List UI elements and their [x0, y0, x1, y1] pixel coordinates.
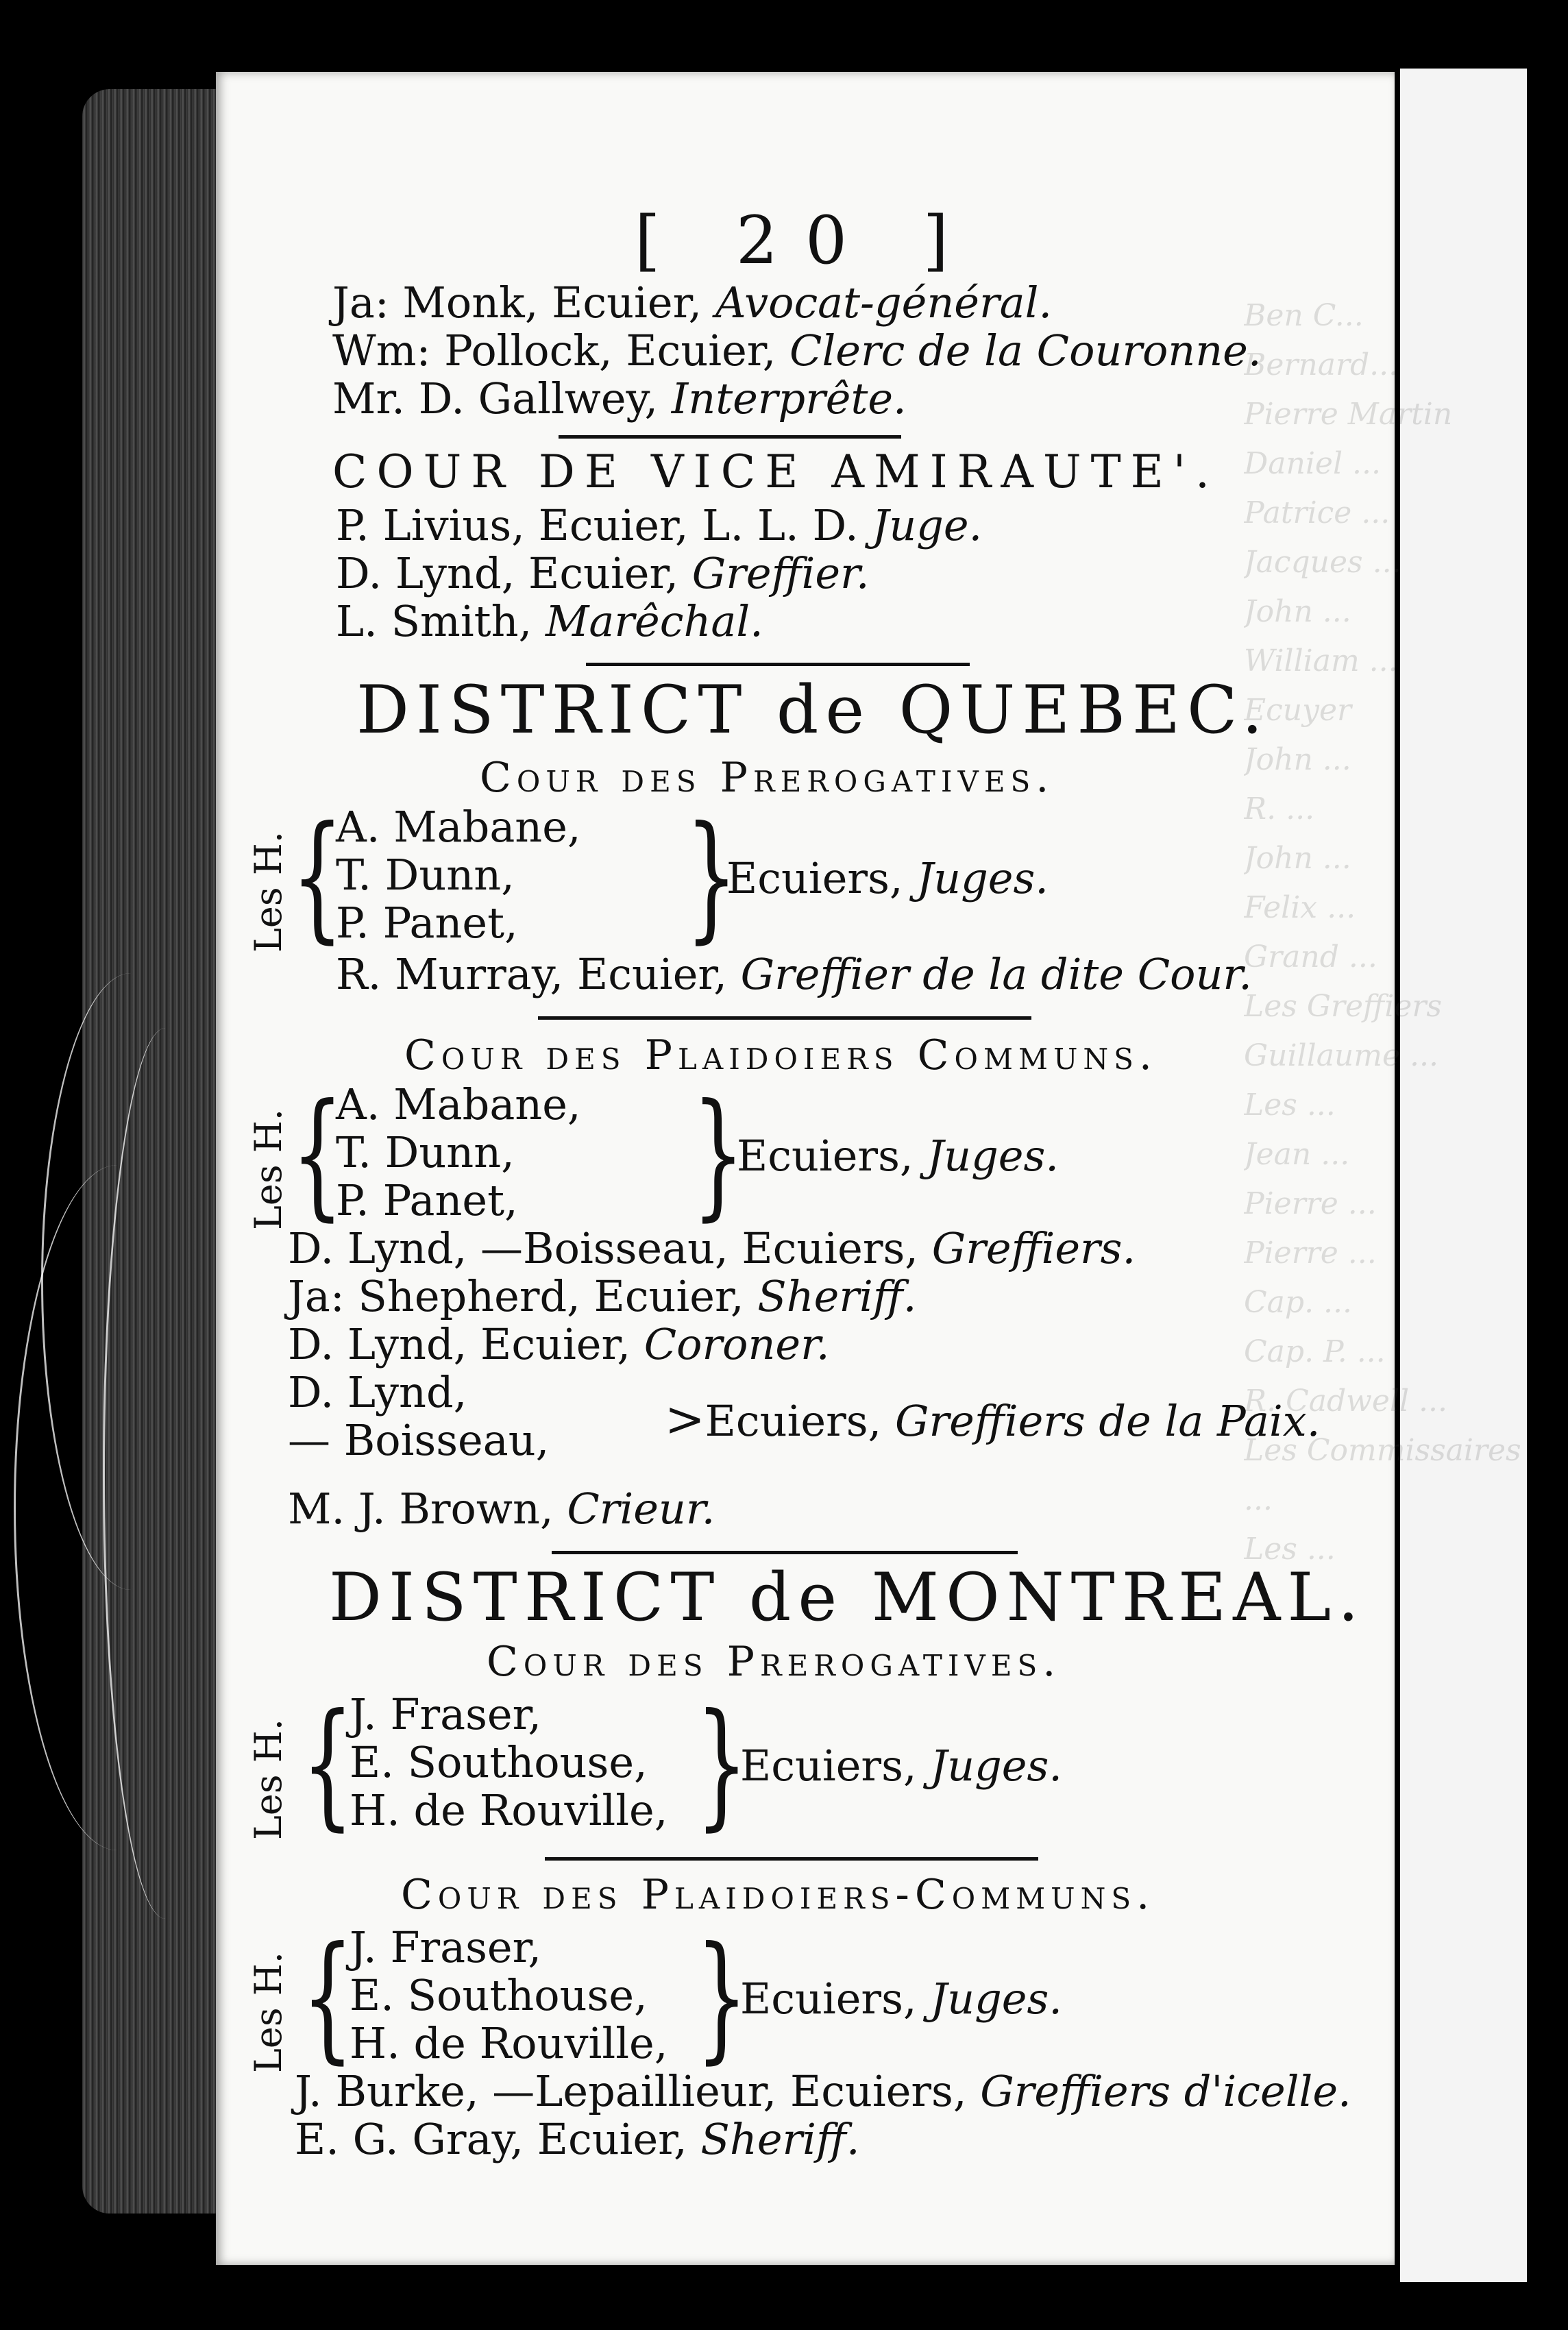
entry-line: [288, 1271, 916, 1321]
section-heading: COUR DE VICE AMIRAUTE'.: [332, 445, 1219, 498]
ghost-line: Ecuyer: [1244, 693, 1352, 728]
right-brace: }: [696, 1917, 748, 2077]
ghost-line: William ...: [1244, 643, 1398, 678]
right-brace: }: [696, 1684, 748, 1844]
ghost-line: Daniel ...: [1244, 446, 1381, 481]
left-brace: {: [302, 1684, 354, 1844]
ghost-line: Pierre Martin: [1244, 397, 1453, 432]
entry-line: [288, 1223, 1136, 1273]
person-title: Juge.: [872, 500, 983, 550]
side-label: Les H.: [247, 1952, 290, 2073]
divider: [545, 1857, 1038, 1861]
ghost-line: Pierre ...: [1244, 1236, 1377, 1271]
divider: [559, 435, 901, 439]
sheriff-line: [295, 2114, 860, 2164]
entry-line: [288, 1319, 830, 1369]
intro-line: [332, 278, 1052, 328]
court-heading: Cour des Prerogatives.: [480, 754, 1055, 802]
judge-name: P. Panet,: [336, 1175, 518, 1225]
person-title: Marêchal.: [545, 596, 763, 646]
role-plain: Ecuiers,: [737, 1131, 927, 1181]
page-number: [ 20 ]: [634, 202, 977, 279]
role-italic: Greffiers de la Paix.: [894, 1396, 1321, 1446]
person-name: D. Lynd, Ecuier,: [288, 1319, 644, 1369]
left-brace: {: [291, 1075, 344, 1234]
person-name: Ja: Monk, Ecuier,: [332, 278, 715, 328]
right-chevron: >: [665, 1391, 705, 1447]
ghost-line: Les ...: [1244, 1532, 1336, 1567]
right-brace: }: [685, 797, 738, 957]
judge-name: A. Mabane,: [336, 802, 581, 852]
judge-name: H. de Rouville,: [350, 1785, 668, 1835]
role-italic: Juges.: [916, 853, 1049, 903]
entry-line: [336, 548, 870, 598]
side-label: Les H.: [247, 1109, 290, 1230]
side-label: Les H.: [247, 831, 290, 953]
role-plain: Ecuiers,: [740, 1741, 931, 1791]
district-heading: DISTRICT de QUEBEC.: [356, 672, 1270, 748]
person-name: P. Livius, Ecuier, L. L. D.: [336, 500, 872, 550]
ghost-line: Bernard...: [1244, 347, 1399, 382]
person-name: R. Murray, Ecuier,: [336, 949, 741, 999]
divider: [586, 663, 970, 666]
intro-line: [332, 326, 1262, 376]
role-plain: Ecuiers,: [740, 1974, 931, 2024]
ghost-line: Cap. ...: [1244, 1285, 1352, 1320]
ghost-line: Jacques ...: [1244, 545, 1401, 580]
court-heading: Cour des Plaidoiers-Communs.: [401, 1871, 1155, 1919]
ghost-line: Patrice ...: [1244, 495, 1391, 530]
judge-name: T. Dunn,: [336, 850, 515, 900]
ghost-line: John ...: [1244, 594, 1351, 629]
person-title: Avocat-général.: [715, 278, 1053, 328]
bleed-through-text: [1244, 291, 1532, 2142]
left-brace: {: [291, 797, 344, 957]
ghost-line: Cap. P. ...: [1244, 1334, 1386, 1369]
person-title: Sheriff.: [757, 1271, 917, 1321]
role-plain: Ecuiers,: [726, 853, 917, 903]
court-heading: Cour des Prerogatives.: [487, 1638, 1062, 1686]
role-line: [740, 1741, 1062, 1791]
district-heading: DISTRICT de MONTREAL.: [329, 1559, 1366, 1636]
book-page: [216, 72, 1521, 2265]
paix-name: D. Lynd,: [288, 1367, 467, 1417]
clerk-line: [336, 949, 1252, 999]
ghost-line: John ...: [1244, 742, 1351, 777]
entry-line: [336, 500, 982, 550]
role-italic: Juges.: [930, 1741, 1063, 1791]
entry-line: [336, 596, 763, 646]
side-label: Les H.: [247, 1719, 290, 1840]
person-name: D. Lynd, —Boisseau, Ecuiers,: [288, 1223, 932, 1273]
judge-name: E. Southouse,: [350, 1737, 648, 1787]
ghost-line: Les Commissaires ...: [1244, 1433, 1521, 1517]
person-title: Greffiers.: [931, 1223, 1136, 1273]
clerk-line: [295, 2066, 1351, 2116]
person-name: J. Burke, —Lepaillieur, Ecuiers,: [295, 2066, 981, 2116]
person-title: Crieur.: [567, 1484, 715, 1534]
person-name: M. J. Brown,: [288, 1484, 567, 1534]
ghost-line: Les ...: [1244, 1088, 1336, 1123]
ghost-line: R. Cadwell ...: [1244, 1384, 1447, 1419]
person-name: Wm: Pollock, Ecuier,: [332, 326, 790, 376]
person-title: Greffier.: [691, 548, 870, 598]
court-heading: Cour des Plaidoiers Communs.: [404, 1031, 1157, 1079]
judge-name: A. Mabane,: [336, 1079, 581, 1129]
person-title: Sheriff.: [700, 2114, 860, 2164]
role-line: [726, 853, 1049, 903]
ghost-line: Les Greffiers: [1244, 989, 1442, 1024]
person-title: Clerc de la Couronne.: [789, 326, 1262, 376]
person-title: Coroner.: [644, 1319, 830, 1369]
judge-name: J. Fraser,: [350, 1922, 542, 1972]
judge-name: H. de Rouville,: [350, 2018, 668, 2068]
ghost-line: Pierre ...: [1244, 1186, 1377, 1221]
ghost-line: Grand ...: [1244, 940, 1377, 974]
role-line: [737, 1131, 1059, 1181]
role-line: [740, 1974, 1062, 2024]
role-italic: Juges.: [930, 1974, 1063, 2024]
left-brace: {: [302, 1917, 354, 2077]
person-title: Interprête.: [671, 373, 907, 424]
intro-line: [332, 373, 907, 424]
ghost-line: Guillaume ...: [1244, 1038, 1438, 1073]
right-brace: }: [692, 1075, 745, 1234]
ghost-line: Ben C...: [1244, 298, 1364, 333]
ghost-line: Felix ...: [1244, 890, 1356, 925]
judge-name: T. Dunn,: [336, 1127, 515, 1177]
loose-thread: [14, 1165, 221, 1850]
role-plain: Ecuiers,: [705, 1396, 895, 1446]
person-title: Greffier de la dite Cour.: [740, 949, 1252, 999]
person-name: Mr. D. Gallwey,: [332, 373, 672, 424]
judge-name: J. Fraser,: [350, 1689, 542, 1739]
paix-role-line: [665, 1391, 1320, 1447]
ghost-line: Jean ...: [1244, 1137, 1350, 1172]
person-name: Ja: Shepherd, Ecuier,: [288, 1271, 758, 1321]
person-name: E. G. Gray, Ecuier,: [295, 2114, 701, 2164]
divider: [538, 1016, 1031, 1020]
person-name: D. Lynd, Ecuier,: [336, 548, 692, 598]
crieur-line: [288, 1484, 715, 1534]
person-name: L. Smith,: [336, 596, 546, 646]
ghost-line: John ...: [1244, 841, 1351, 876]
judge-name: E. Southouse,: [350, 1970, 648, 2020]
divider: [552, 1551, 1018, 1554]
person-title: Greffiers d'icelle.: [980, 2066, 1351, 2116]
role-italic: Juges.: [927, 1131, 1059, 1181]
ghost-line: R. ...: [1244, 792, 1315, 826]
judge-name: P. Panet,: [336, 898, 518, 948]
paix-name: — Boisseau,: [288, 1415, 550, 1465]
